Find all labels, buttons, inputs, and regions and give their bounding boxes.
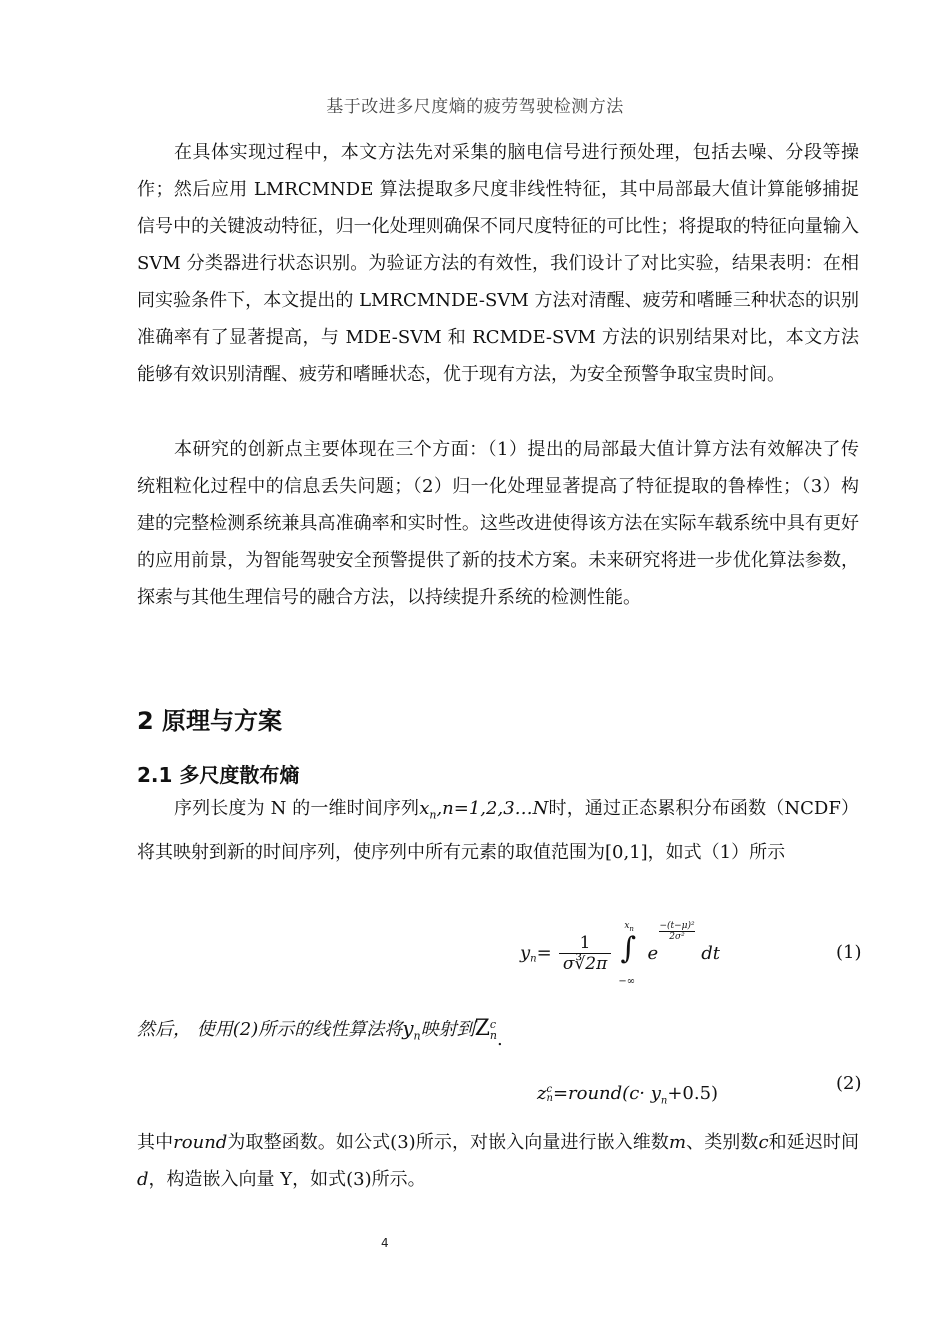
- math-c: c: [758, 1132, 769, 1153]
- text-fragment: 其中: [137, 1132, 174, 1153]
- math-Z: Z: [474, 1016, 490, 1041]
- int-lower: −∞: [618, 976, 636, 987]
- eq1-exponential: [647, 920, 695, 964]
- text-fragment: 然后， 使用(2)所示的线性算法将: [137, 1019, 403, 1040]
- text-fragment: 为取整函数。如公式(3)所示，对嵌入向量进行嵌入维数: [227, 1132, 669, 1153]
- eq1-exponent: [659, 921, 694, 942]
- running-header: 基于改进多尺度熵的疲劳驾驶检测方法: [326, 97, 624, 117]
- eq2-lhs: z: [537, 1083, 547, 1104]
- equation-number-2: (2): [836, 1073, 862, 1094]
- eq2-rhs: =round(c· y: [552, 1083, 661, 1104]
- equation-1: [520, 920, 720, 987]
- eq1-numerator: 1: [559, 933, 611, 954]
- text-fragment: 和延迟时间: [768, 1132, 860, 1153]
- paragraph-implementation: 在具体实现过程中，本文方法先对采集的脑电信号进行预处理，包括去噪、分段等操作；然后应用 LMRCMNDE 算法提取多尺度非线性特征，其中局部最大值计算能够捕捉信号中的关键波动特征，归一化处理则确保不同尺度特征的可比性；将提取的特征向量输入 SVM 分类器进行状态识别。为验证方法的有效性，我们设计了对比实验，结果表明：在相同实验条件下，本文提出的 LMRCMNDE-SVM 方法对清醒、疲劳和嗜睡三种状态的识别准确率有了显著提高，与 MDE-SVM 和 RCMDE-SVM 方法的识别结果对比，本文方法能够有效识别清醒、疲劳和嗜睡状态，优于现有方法，为安全预警争取宝贵时间。: [137, 142, 859, 385]
- math-m: m: [668, 1132, 687, 1153]
- italic-sentence: [137, 1015, 503, 1050]
- math-sub: n: [429, 808, 437, 822]
- math-y-sub: n: [413, 1029, 421, 1043]
- text-fragment: 时，通过正态累积分布函数（NCDF）将其映射到新的时间序列，使序列中所有元素的取值范围为[0,1]，如式（1）所示: [137, 798, 859, 863]
- eq1-base: e: [647, 942, 659, 964]
- text-fragment: 、类别数: [686, 1132, 759, 1153]
- eq1-equals: =: [536, 942, 552, 964]
- eq2-lhs-sup: c: [546, 1084, 553, 1095]
- text-fragment: ，构造嵌入向量 Y，如式(3)所示。: [148, 1169, 426, 1190]
- eq1-dt: dt: [701, 942, 720, 964]
- eq1-lhs-sub: n: [530, 953, 537, 965]
- int-upper-sub: n: [629, 924, 634, 933]
- eq1-denominator: σ∛2π: [562, 953, 608, 974]
- period: .: [497, 1029, 503, 1050]
- exp-num: −(t−μ)²: [659, 920, 695, 931]
- eq1-fraction: [559, 933, 611, 974]
- text-fragment: 映射到: [420, 1019, 475, 1040]
- math-d: d: [137, 1169, 149, 1190]
- exp-den: 2σ²: [669, 931, 685, 942]
- section-heading: 2 原理与方案: [137, 707, 283, 735]
- text-fragment: 序列长度为 N 的一维时间序列: [174, 798, 420, 819]
- math-round: round: [173, 1132, 228, 1153]
- math-x: x: [419, 798, 430, 819]
- int-upper: x: [624, 921, 630, 931]
- paragraph-innovations: 本研究的创新点主要体现在三个方面：（1）提出的局部最大值计算方法有效解决了传统粗粒化过程中的信息丢失问题；（2）归一化处理显著提高了特征提取的鲁棒性；（3）构建的完整检测系统兼具高准确率和实时性。这些改进使得该方法在实际车载系统中具有更好的应用前景，为智能驾驶安全预警提供了新的技术方案。未来研究将进一步优化算法参数，探索与其他生理信号的融合方法，以持续提升系统的检测性能。: [137, 439, 859, 608]
- eq1-lhs: y: [520, 942, 531, 964]
- math-Z-sup: c: [489, 1018, 497, 1031]
- eq2-lhs-sub: n: [546, 1093, 553, 1104]
- subsection-heading: 2.1 多尺度散布熵: [137, 763, 300, 787]
- math-Z-sub: n: [489, 1029, 498, 1042]
- equation-number-1: (1): [836, 942, 862, 963]
- math-y: y: [402, 1016, 414, 1040]
- eq2-rhs-sub: n: [660, 1095, 668, 1107]
- paragraph-ncdf: [137, 790, 859, 871]
- page-number: 4: [381, 1236, 389, 1250]
- eq2-rhs-end: +0.5): [667, 1083, 719, 1104]
- math-cond: ,n=1,2,3…N: [436, 798, 549, 819]
- equation-2: [537, 1083, 718, 1107]
- paragraph-embedding: [137, 1124, 859, 1198]
- integral-symbol: ∫ $x_n$ −∞: [618, 921, 636, 987]
